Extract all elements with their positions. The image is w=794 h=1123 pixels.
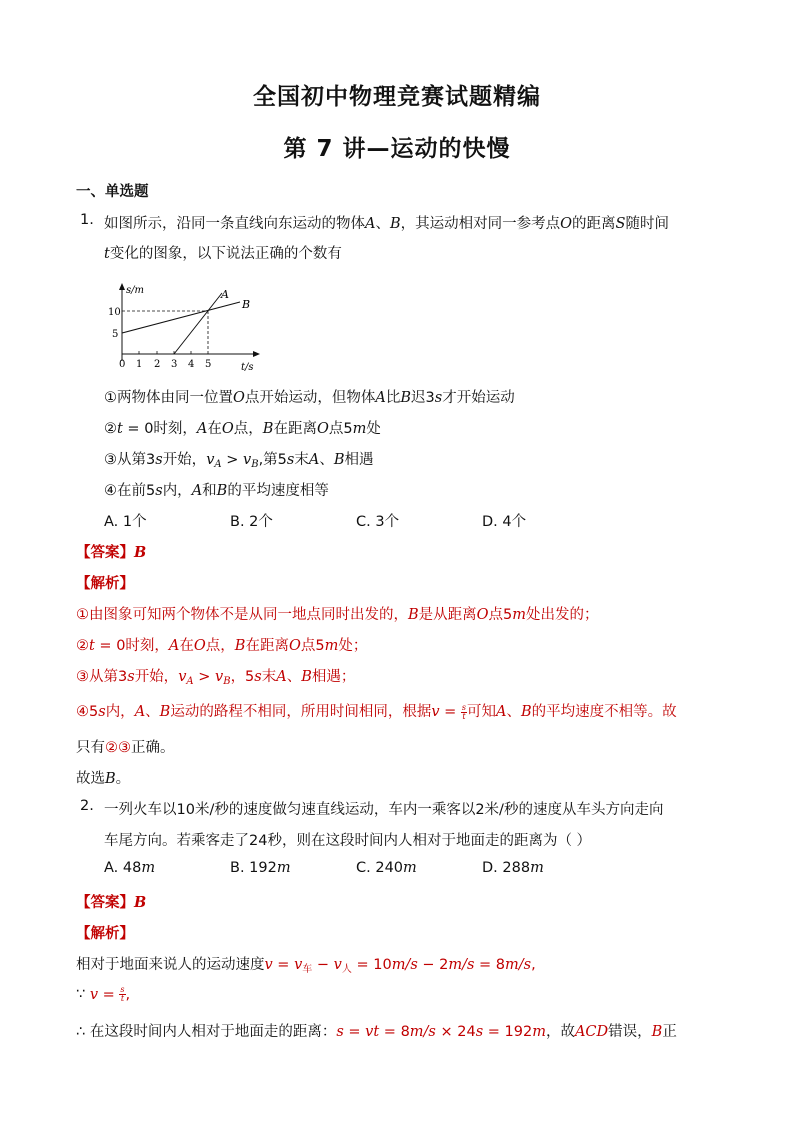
q2-option-d: D. 288m — [482, 860, 544, 876]
q1-option-c: C. 3个 — [356, 514, 400, 530]
document-title: 全国初中物理竞赛试题精编 — [253, 84, 541, 110]
question-2-number: 2. — [80, 798, 94, 814]
q2-explanation-line-3: ∴ 在这段时间内人相对于地面走的距离：s = vt = 8m/s × 24s = 192m，故ACD错误，B正 — [76, 1024, 677, 1040]
q1-conclusion: 故选B。 — [76, 771, 131, 787]
question-1-text-line-1: 如图所示，沿同一条直线向东运动的物体A、B，其运动相对同一参考点O的距离S随时间 — [104, 216, 669, 232]
x-axis-arrow — [253, 351, 260, 357]
line-a-label: A — [221, 288, 229, 301]
lecture-title: 第 7 讲—运动的快慢 — [283, 136, 511, 162]
line-b-label: B — [242, 298, 251, 311]
statement-4: ④在前5s内，A和B的平均速度相等 — [104, 483, 329, 499]
q1-explanation-line-3: ③从第3s开始，$v_A > v_B$，5s末A、B相遇； — [76, 669, 356, 687]
q2-answer: 【答案】B — [76, 894, 147, 911]
q1-explanation-line-1: ①由图象可知两个物体不是从同一地点同时出发的，B是从距离O点5m处出发的； — [76, 607, 599, 623]
x-tick-3: 3 — [171, 359, 178, 370]
q2-explanation-line-2: ∵ v = $\frac{s}{t}$ , — [76, 985, 131, 1003]
q1-explanation-label: 【解析】 — [76, 576, 134, 592]
q1-answer: 【答案】B — [76, 544, 147, 561]
y-tick-10: 10 — [108, 307, 121, 318]
q1-option-d: D. 4个 — [482, 514, 527, 530]
line-a — [174, 293, 222, 354]
x-axis-label: t/s — [241, 362, 254, 373]
question-2-text-line-2: 车尾方向。若乘客走了24秒，则在这段时间内人相对于地面走的距离为（ ） — [104, 833, 592, 849]
s-t-graph — [106, 283, 266, 378]
statement-2: ②t = 0时刻，A在O点，B在距离O点5m处 — [104, 421, 381, 437]
q1-option-b: B. 2个 — [230, 514, 273, 530]
q2-option-a: A. 48m — [104, 860, 156, 876]
x-tick-5: 5 — [205, 359, 212, 370]
line-b — [122, 302, 240, 333]
q1-explanation-line-2: ②t = 0时刻，A在O点，B在距离O点5m处； — [76, 638, 368, 654]
statement-1: ①两物体由同一位置O点开始运动，但物体A比B迟3s才开始运动 — [104, 390, 515, 406]
y-axis-arrow — [119, 283, 125, 290]
y-axis-label: s/m — [126, 285, 144, 296]
section-heading: 一、单选题 — [76, 184, 149, 200]
x-tick-2: 2 — [154, 359, 161, 370]
q1-explanation-line-5: 只有②③正确。 — [76, 740, 175, 756]
x-tick-1: 1 — [136, 359, 143, 370]
statement-3: ③从第3s开始，$v_A > v_B$,第5s末A、B相遇 — [104, 452, 374, 470]
question-2-text-line-1: 一列火车以10米/秒的速度做匀速直线运动，车内一乘客以2米/秒的速度从车头方向走向 — [104, 802, 664, 818]
x-tick-4: 4 — [188, 359, 195, 370]
y-tick-5: 5 — [112, 329, 119, 340]
q2-option-c: C. 240m — [356, 860, 417, 876]
q2-option-b: B. 192m — [230, 860, 291, 876]
question-1-number: 1. — [80, 212, 94, 228]
x-tick-0: 0 — [119, 359, 126, 370]
q1-option-a: A. 1个 — [104, 514, 147, 530]
q2-explanation-line-1: 相对于地面来说人的运动速度$v = v_车 - v_人 = 10m/s - 2m/s = 8m/s$, — [76, 957, 536, 975]
q1-explanation-line-4: ④5s内，A、B运动的路程不相同，所用时间相同，根据v = $\frac{s}{t}$ 可知A、B的平均速度不相等。故 — [76, 702, 677, 721]
question-1-text-line-2: t变化的图象，以下说法正确的个数有 — [104, 246, 342, 262]
q2-explanation-label: 【解析】 — [76, 926, 134, 942]
